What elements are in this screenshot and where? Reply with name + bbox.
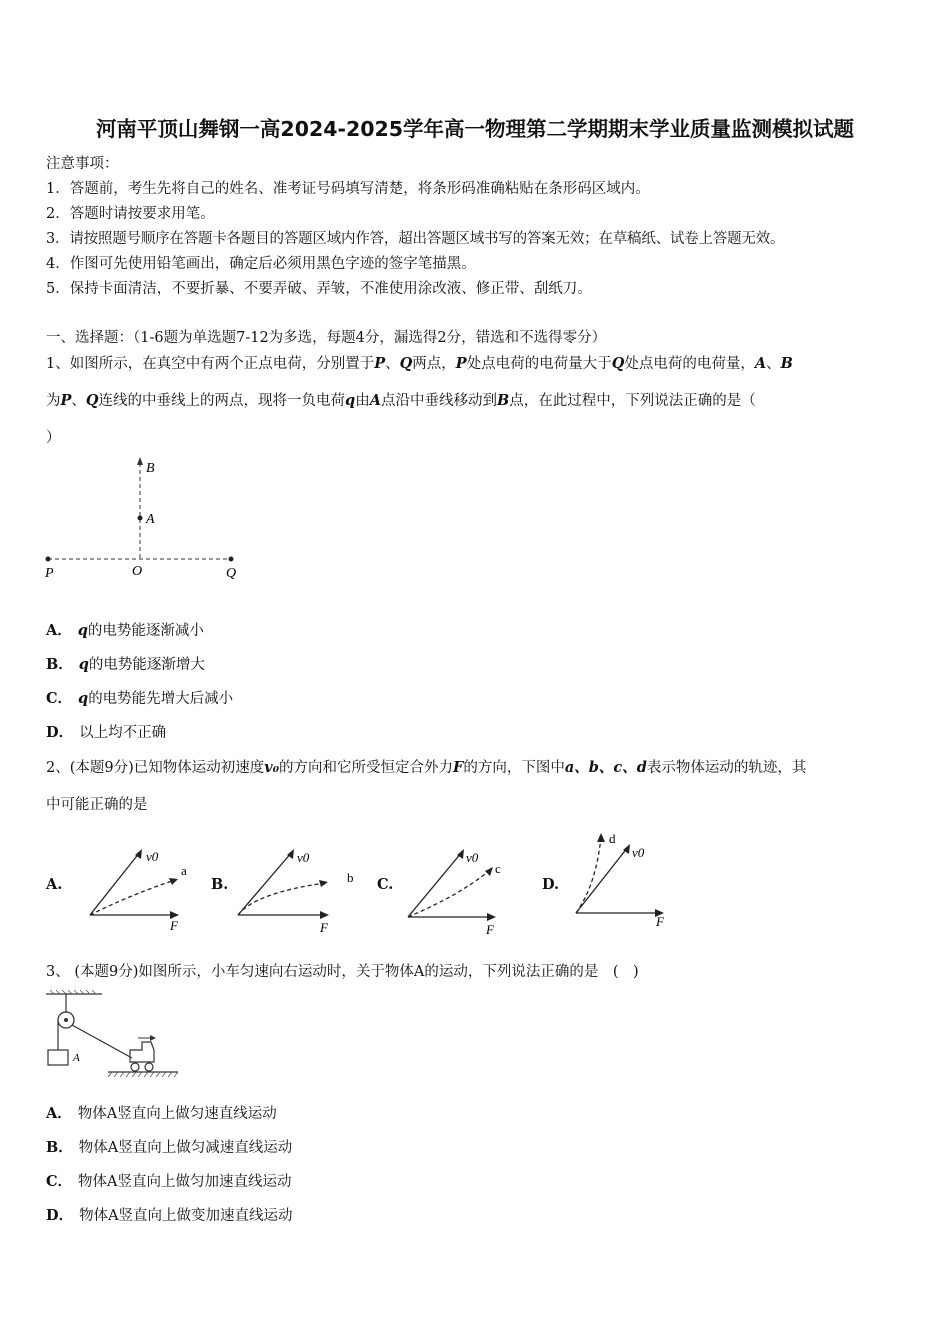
q2-fig-a-label[interactable]: A. xyxy=(46,876,63,893)
svg-text:a: a xyxy=(181,863,187,878)
arrow-f-icon xyxy=(487,913,496,921)
label-b: B xyxy=(146,461,155,476)
cart xyxy=(130,1042,154,1062)
svg-text:v0: v0 xyxy=(632,845,645,860)
q3-option-c[interactable]: C． 物体A竖直向上做匀加速直线运动 xyxy=(46,1173,292,1190)
q2-fig-b-label[interactable]: B. xyxy=(211,876,229,893)
q3-option-d[interactable]: D． 物体A竖直向上做变加速直线运动 xyxy=(46,1207,293,1224)
label-p: P xyxy=(45,566,54,581)
q1-option-c[interactable]: C． q的电势能先增大后减小 xyxy=(46,690,234,707)
q1-option-d[interactable]: D． 以上均不正确 xyxy=(46,724,167,741)
q1-option-a[interactable]: A． q的电势能逐渐减小 xyxy=(46,622,204,639)
axis-arrow-icon xyxy=(137,457,143,465)
q2-line-2: 中可能正确的是 xyxy=(46,797,148,813)
svg-text:c: c xyxy=(495,861,501,876)
svg-text:b: b xyxy=(347,870,354,885)
svg-text:F: F xyxy=(656,914,664,929)
label-o: O xyxy=(132,564,143,579)
q3-figure xyxy=(42,988,192,1088)
q3-option-a[interactable]: A． 物体A竖直向上做匀速直线运动 xyxy=(46,1105,277,1122)
notice-item-4: 4．作图可先使用铅笔画出，确定后必须用黑色字迹的签字笔描黑。 xyxy=(46,256,476,272)
q1-line-2: 为P、Q连线的中垂线上的两点，现将一负电荷q由A点沿中垂线移动到B点，在此过程中，下列说法正确的是（ xyxy=(46,392,756,409)
rope-diagonal xyxy=(72,1025,132,1058)
trajectory-d xyxy=(576,837,601,913)
page-title: 河南平顶山舞钢一高2024-2025学年高一物理第二学期期末学业质量监测模拟试题 xyxy=(95,117,855,141)
notice-item-1: 1．答题前，考生先将自己的姓名、准考证号码填写清楚，将条形码准确粘贴在条形码区域内。 xyxy=(46,181,650,197)
notice-item-5: 5．保持卡面清洁，不要折暴、不要弄破、弄皱，不准使用涂改液、修正带、刮纸刀。 xyxy=(46,281,592,297)
notice-item-2: 2．答题时请按要求用笔。 xyxy=(46,206,215,222)
notice-heading: 注意事项： xyxy=(46,156,119,172)
q2-figure-d xyxy=(568,825,678,930)
section-heading: 一、选择题：（1-6题为单选题7-12为多选，每题4分，漏选得2分，错选和不选得零分） xyxy=(46,330,607,346)
label-a: A xyxy=(146,512,155,527)
q2-figure-b xyxy=(230,835,360,935)
q2-fig-c-label[interactable]: C. xyxy=(377,876,394,893)
svg-text:F: F xyxy=(320,920,328,935)
svg-text:v0: v0 xyxy=(466,850,479,865)
block-a xyxy=(48,1050,68,1065)
svg-text:A: A xyxy=(73,1052,80,1064)
q2-figure-c xyxy=(400,835,520,935)
svg-text:F: F xyxy=(486,922,494,935)
q3-line-1: 3、 (本题9分)如图所示，小车匀速向右运动时，关于物体A的运动，下列说法正确的是 ( ) xyxy=(46,964,639,980)
point-q xyxy=(229,557,234,562)
svg-text:v0: v0 xyxy=(146,849,159,864)
label-q: Q xyxy=(226,566,237,581)
q2-figure-a xyxy=(80,835,190,935)
q1-option-b[interactable]: B． q的电势能逐渐增大 xyxy=(46,656,205,673)
point-p xyxy=(46,557,51,562)
velocity-arrow-icon xyxy=(150,1035,156,1041)
trajectory-c xyxy=(408,870,490,917)
svg-text:F: F xyxy=(170,918,178,933)
q1-line-3: ） xyxy=(46,430,61,446)
point-a xyxy=(138,516,143,521)
q2-line-1: 2、(本题9分)已知物体运动初速度v₀的方向和它所受恒定合外力F的方向，下图中a、b、c、d表示物体运动的轨迹，其 xyxy=(46,759,807,776)
trajectory-a xyxy=(90,880,175,915)
arrow-f-icon xyxy=(320,911,329,919)
q1-figure xyxy=(40,455,250,585)
q3-option-b[interactable]: B． 物体A竖直向上做匀减速直线运动 xyxy=(46,1139,293,1156)
q1-line-1: 1、如图所示，在真空中有两个正点电荷，分别置于P、Q两点，P处点电荷的电荷量大于Q处点电荷的电荷量，A、B xyxy=(46,355,793,372)
notice-item-3: 3．请按照题号顺序在答题卡各题目的答题区域内作答，超出答题区域书写的答案无效；在草稿纸、试卷上答题无效。 xyxy=(46,231,785,247)
svg-text:v0: v0 xyxy=(297,850,310,865)
svg-text:d: d xyxy=(609,831,616,846)
q2-fig-d-label[interactable]: D. xyxy=(542,876,560,893)
